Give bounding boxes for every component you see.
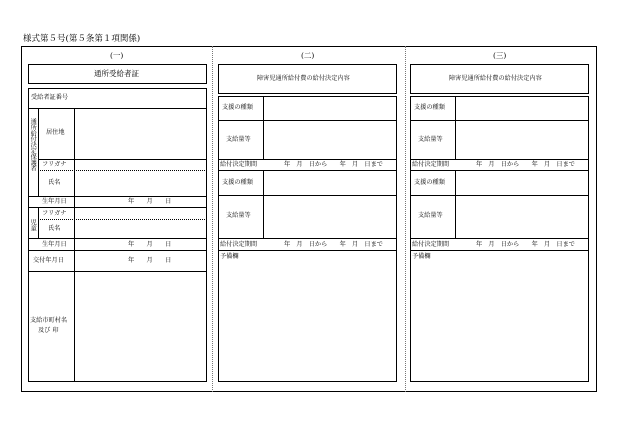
guardian-birth-label: 生年月日	[42, 198, 67, 205]
support-type-label: 支援の種類	[222, 179, 253, 186]
municipality-seal-label: 及び 印	[38, 327, 59, 334]
period-label: 給付決定期間	[220, 161, 258, 168]
child-name-label: 氏名	[48, 225, 61, 232]
guardian-name-label: 氏名	[48, 179, 61, 186]
support-type-label: 支援の種類	[222, 104, 253, 111]
notes-label: 予備欄	[412, 253, 431, 260]
decision-title: 障害児通所給付費の給付決定内容	[257, 75, 350, 82]
recipient-number-label: 受給者証番号	[31, 94, 69, 101]
child-birth-label: 生年月日	[42, 241, 67, 248]
section-heading-three: (三)	[493, 51, 507, 60]
period-value: 年 月 日から 年 月 日まで	[284, 241, 383, 248]
guardian-group-label: 通所給付決定保護者	[29, 118, 37, 172]
section-heading-two: (二)	[301, 51, 315, 60]
amount-label: 支給量等	[418, 136, 443, 143]
issue-date-label: 交付年月日	[33, 257, 64, 264]
municipality-label: 支給市町村名	[30, 317, 68, 324]
period-label: 給付決定期間	[412, 241, 450, 248]
amount-label: 支給量等	[418, 212, 443, 219]
period-value: 年 月 日から 年 月 日まで	[476, 241, 575, 248]
decision-title: 障害児通所給付費の給付決定内容	[449, 75, 542, 82]
child-group-label: 児童	[29, 219, 37, 231]
guardian-furigana-label: フリガナ	[42, 161, 67, 168]
form-label: 様式第５号(第５条第１項関係)	[23, 34, 141, 44]
amount-label: 支給量等	[226, 212, 251, 219]
column-divider	[212, 46, 213, 392]
issue-date-value: 年 月 日	[128, 257, 172, 264]
period-label: 給付決定期間	[220, 241, 258, 248]
column-divider	[405, 46, 406, 392]
period-value: 年 月 日から 年 月 日まで	[284, 161, 383, 168]
certificate-title: 通所受給者証	[94, 69, 139, 78]
support-type-label: 支援の種類	[414, 179, 445, 186]
amount-label: 支給量等	[226, 136, 251, 143]
support-type-label: 支援の種類	[414, 104, 445, 111]
address-label: 居住地	[46, 129, 65, 136]
notes-label: 予備欄	[220, 253, 239, 260]
child-furigana-label: フリガナ	[42, 210, 67, 217]
child-birth-value: 年 月 日	[128, 241, 172, 248]
period-value: 年 月 日から 年 月 日まで	[476, 161, 575, 168]
period-label: 給付決定期間	[412, 161, 450, 168]
guardian-birth-value: 年 月 日	[128, 198, 172, 205]
section-heading-one: (一)	[110, 51, 124, 60]
